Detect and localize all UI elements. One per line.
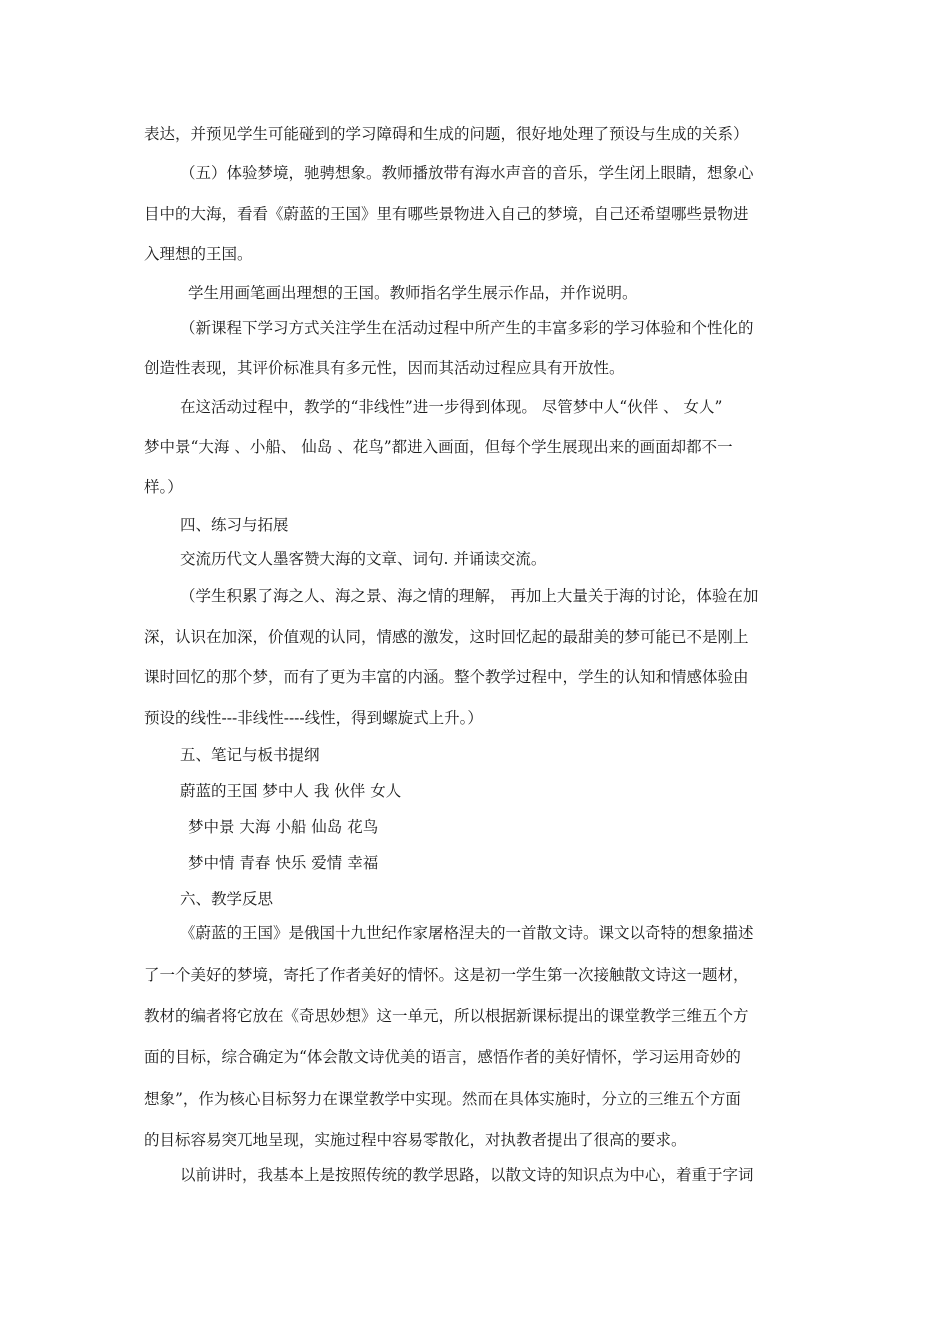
section-heading: 五、笔记与板书提纲 [180, 746, 320, 764]
text-line: 样。） [144, 478, 183, 496]
text-line: （学生积累了海之人、海之景、海之情的理解， 再加上大量关于海的讨论，体验在加 [180, 587, 759, 605]
text-line: 在这活动过程中，教学的“非线性”进一步得到体现。 尽管梦中人“伙伴 、 女人” [180, 398, 723, 416]
section-heading: 六、教学反思 [180, 890, 274, 908]
text-line: 创造性表现，其评价标准具有多元性，因而其活动过程应具有开放性。 [144, 359, 625, 377]
text-line: （五）体验梦境，驰骋想象。教师播放带有海水声音的音乐，学生闭上眼睛，想象心 [180, 164, 754, 182]
board-outline-line: 梦中情 青春 快乐 爱情 幸福 [188, 854, 379, 872]
text-line: 梦中景“大海 、小船、 仙岛 、花鸟”都进入画面，但每个学生展现出来的画面却都不一 [144, 438, 733, 456]
board-outline-line: 梦中景 大海 小船 仙岛 花鸟 [188, 818, 379, 836]
text-line: 交流历代文人墨客赞大海的文章、词句. 并诵读交流。 [180, 550, 547, 568]
text-line: 表达，并预见学生可能碰到的学习障碍和生成的问题，很好地处理了预设与生成的关系） [144, 125, 749, 143]
text-line: 面的目标，综合确定为“体会散文诗优美的语言，感悟作者的美好情怀，学习运用奇妙的 [144, 1048, 741, 1066]
text-line: 《蔚蓝的王国》是俄国十九世纪作家屠格涅夫的一首散文诗。课文以奇特的想象描述 [180, 924, 754, 942]
text-line: 想象”，作为核心目标努力在课堂教学中实现。然而在具体实施时，分立的三维五个方面 [144, 1090, 741, 1108]
text-line: 教材的编者将它放在《奇思妙想》这一单元，所以根据新课标提出的课堂教学三维五个方 [144, 1007, 749, 1025]
text-line: 目中的大海，看看《蔚蓝的王国》里有哪些景物进入自己的梦境，自己还希望哪些景物进 [144, 205, 749, 223]
text-line: （新课程下学习方式关注学生在活动过程中所产生的丰富多彩的学习体验和个性化的 [180, 319, 754, 337]
board-outline-line: 蔚蓝的王国 梦中人 我 伙伴 女人 [180, 782, 402, 800]
text-line: 学生用画笔画出理想的王国。教师指名学生展示作品，并作说明。 [188, 284, 638, 302]
text-line: 课时回忆的那个梦，而有了更为丰富的内涵。整个教学过程中，学生的认知和情感体验由 [144, 668, 749, 686]
text-line: 深，认识在加深，价值观的认同，情感的激发，这时回忆起的最甜美的梦可能已不是刚上 [144, 628, 749, 646]
section-heading: 四、练习与拓展 [180, 516, 289, 534]
text-line: 的目标容易突兀地呈现，实施过程中容易零散化，对执教者提出了很高的要求。 [144, 1131, 687, 1149]
text-line: 预设的线性---非线性----线性，得到螺旋式上升。） [144, 709, 483, 727]
text-line: 入理想的王国。 [144, 245, 253, 263]
text-line: 了一个美好的梦境，寄托了作者美好的情怀。这是初一学生第一次接触散文诗这一题材， [144, 966, 749, 984]
text-line: 以前讲时，我基本上是按照传统的教学思路，以散文诗的知识点为中心，着重于字词 [180, 1166, 754, 1184]
